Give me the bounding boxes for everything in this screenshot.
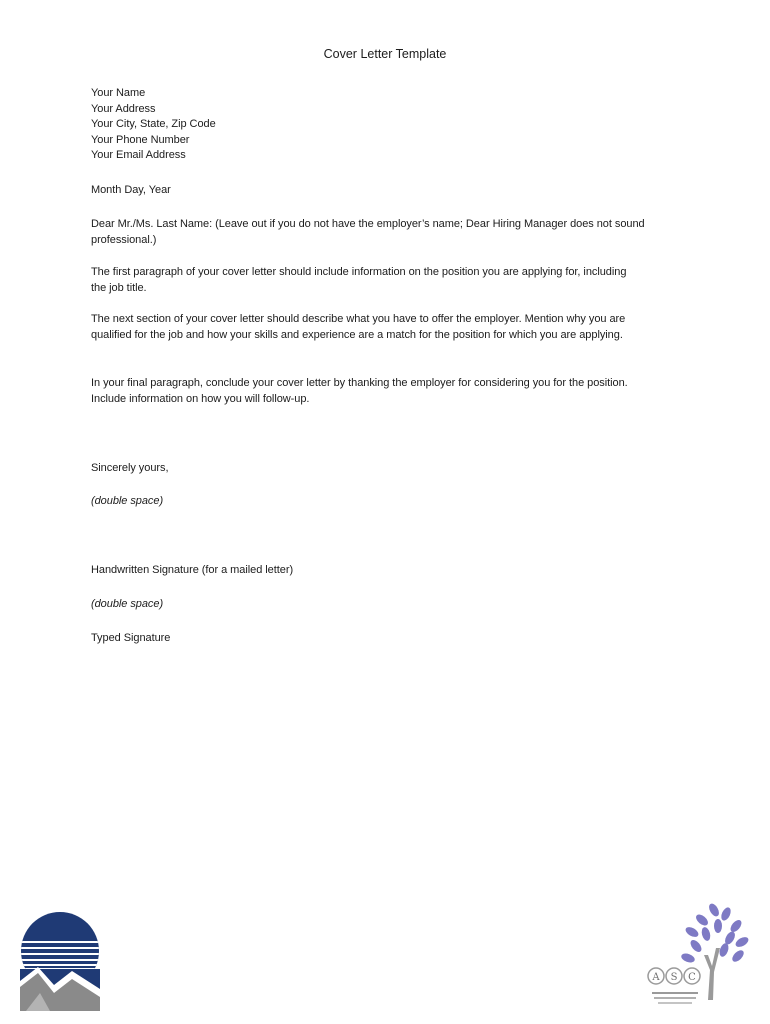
double-space-note-1: (double space) (91, 495, 164, 507)
sender-city-state-zip: Your City, State, Zip Code (91, 118, 216, 131)
paragraph-first-line-1: The first paragraph of your cover letter should include information on the position you are applying for, including (91, 266, 627, 278)
tree-logo (640, 900, 750, 1015)
paragraph-final-line-2: Include information on how you will follow-up. (91, 392, 310, 405)
closing: Sincerely yours, (91, 462, 169, 474)
paragraph-first-line-2: the job title. (91, 281, 147, 294)
paragraph-first (91, 265, 691, 296)
paragraph-next-line-2: qualified for the job and how your skills and experience are a match for the position for which you are applying. (91, 328, 623, 341)
double-space-note-2: (double space) (91, 598, 164, 610)
sender-block (91, 86, 691, 164)
paragraph-final (91, 376, 691, 407)
sender-email: Your Email Address (91, 149, 186, 162)
salutation-line-1: Dear Mr./Ms. Last Name: (Leave out if you do not have the employer’s name; Dear Hiring Manager does not sound (91, 218, 645, 230)
paragraph-final-line-1: In your final paragraph, conclude your cover letter by thanking the employer for considering you for the position. (91, 377, 628, 389)
handwritten-signature: Handwritten Signature (for a mailed letter) (91, 564, 294, 576)
salutation-line-2: professional.) (91, 233, 157, 246)
sender-address: Your Address (91, 102, 156, 115)
letter-date: Month Day, Year (91, 184, 171, 196)
sender-phone: Your Phone Number (91, 133, 190, 146)
paragraph-next (91, 312, 691, 343)
typed-signature: Typed Signature (91, 632, 171, 644)
salutation (91, 217, 691, 248)
tree-logo-letter-c: C (688, 972, 696, 983)
document-title: Cover Letter Template (323, 47, 447, 61)
sender-name: Your Name (91, 87, 146, 99)
tree-logo-letter-a: A (652, 972, 660, 983)
tree-logo-letter-s: S (670, 972, 678, 983)
mountain-sunset-logo (20, 911, 100, 1016)
paragraph-next-line-1: The next section of your cover letter should describe what you have to offer the employer. Mention why you are (91, 313, 626, 325)
